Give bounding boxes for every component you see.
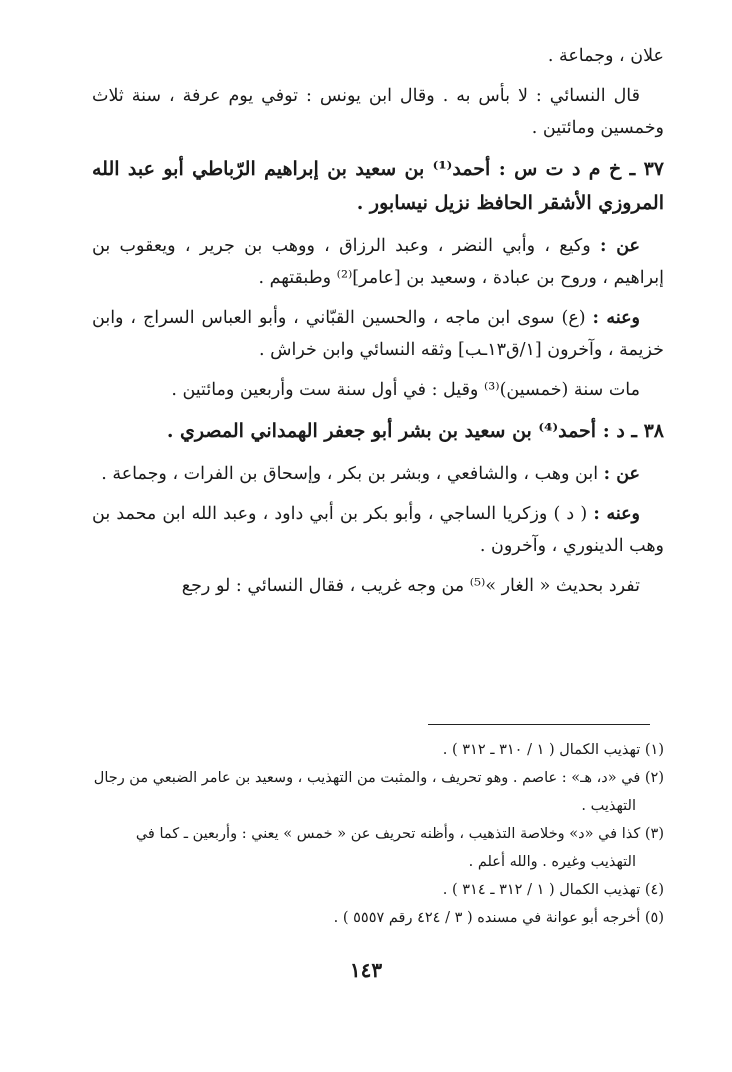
label-wa-anhu: وعنه :	[593, 504, 641, 524]
entry-38-students-text: ( د ) وزكريا الساجي ، وأبو بكر بن أبي داود ، وعبد الله ابن محمد بن وهب الدينوري ، وآخرون .	[92, 504, 664, 556]
paragraph-continuation: علان ، وجماعة .	[547, 46, 664, 66]
entry-heading-37: ٣٧ ـ خ م د ت س : أحمد⁽¹⁾ بن سعيد بن إبراهيم الرّباطي أبو عبد الله المروزي الأشقر الحافظ نزيل نيسابور .	[92, 158, 664, 214]
entry-38-last-line: تفرد بحديث « الغار »⁽⁵⁾ من وجه غريب ، فقال النسائي : لو رجع	[181, 576, 640, 596]
entry-heading-38: ٣٨ ـ د : أحمد⁽⁴⁾ بن سعيد بن بشر أبو جعفر الهمداني المصري .	[166, 420, 664, 442]
entry-38-teachers	[92, 458, 664, 490]
footnote-divider	[428, 724, 650, 725]
entry-37-students-text: (ع) سوى ابن ماجه ، والحسين القبّاني ، وأبو العباس السراج ، وابن خزيمة ، وآخرون [١/ق١٣ـب] وثقه النسائي وابن خراش .	[92, 308, 664, 360]
label-an: عن :	[599, 236, 640, 256]
footnote-4: (٤) تهذيب الكمال ( ١ / ٣١٢ ـ ٣١٤ ) .	[442, 882, 664, 898]
entry-37-teachers-text: وكيع ، وأبي النضر ، وعبد الرزاق ، ووهب بن جرير ، ويعقوب بن إبراهيم ، وروح بن عبادة ، وسعيد بن [عامر]⁽²⁾ وطبقتهم .	[92, 236, 664, 288]
footnote-3: (٣) كذا في «د» وخلاصة التذهيب ، وأظنه تحريف عن « خمس » يعني : وأربعين ـ كما في التهذيب وغيره . والله أعلم .	[135, 826, 664, 870]
footnote-2: (٢) في «د، هـ» : عاصم . وهو تحريف ، والمثبت من التهذيب ، وسعيد بن عامر الضبعي من رجال التهذيب .	[93, 770, 664, 814]
entry-37-death: مات سنة (خمسين)⁽³⁾ وقيل : في أول سنة ست وأربعين ومائتين .	[171, 380, 640, 400]
page-number: ١٤٣	[349, 958, 383, 982]
entry-37-teachers	[92, 230, 664, 294]
entry-38-students	[92, 498, 664, 562]
paragraph-nasai-note: قال النسائي : لا بأس به . وقال ابن يونس : توفي يوم عرفة ، سنة ثلاث وخمسين ومائتين .	[92, 86, 664, 138]
entry-38-teachers-text: ابن وهب ، والشافعي ، وبشر بن بكر ، وإسحاق بن الفرات ، وجماعة .	[101, 464, 599, 484]
footnote-1: (١) تهذيب الكمال ( ١ / ٣١٠ ـ ٣١٢ ) .	[442, 742, 664, 758]
footnotes	[92, 736, 664, 932]
footnote-5: (٥) أخرجه أبو عوانة في مسنده ( ٣ / ٤٢٤ رقم ٥٥٥٧ ) .	[333, 910, 664, 926]
label-wa-anhu: وعنه :	[592, 308, 640, 328]
label-an: عن :	[603, 464, 640, 484]
entry-37-students	[92, 302, 664, 366]
main-text	[92, 40, 664, 610]
